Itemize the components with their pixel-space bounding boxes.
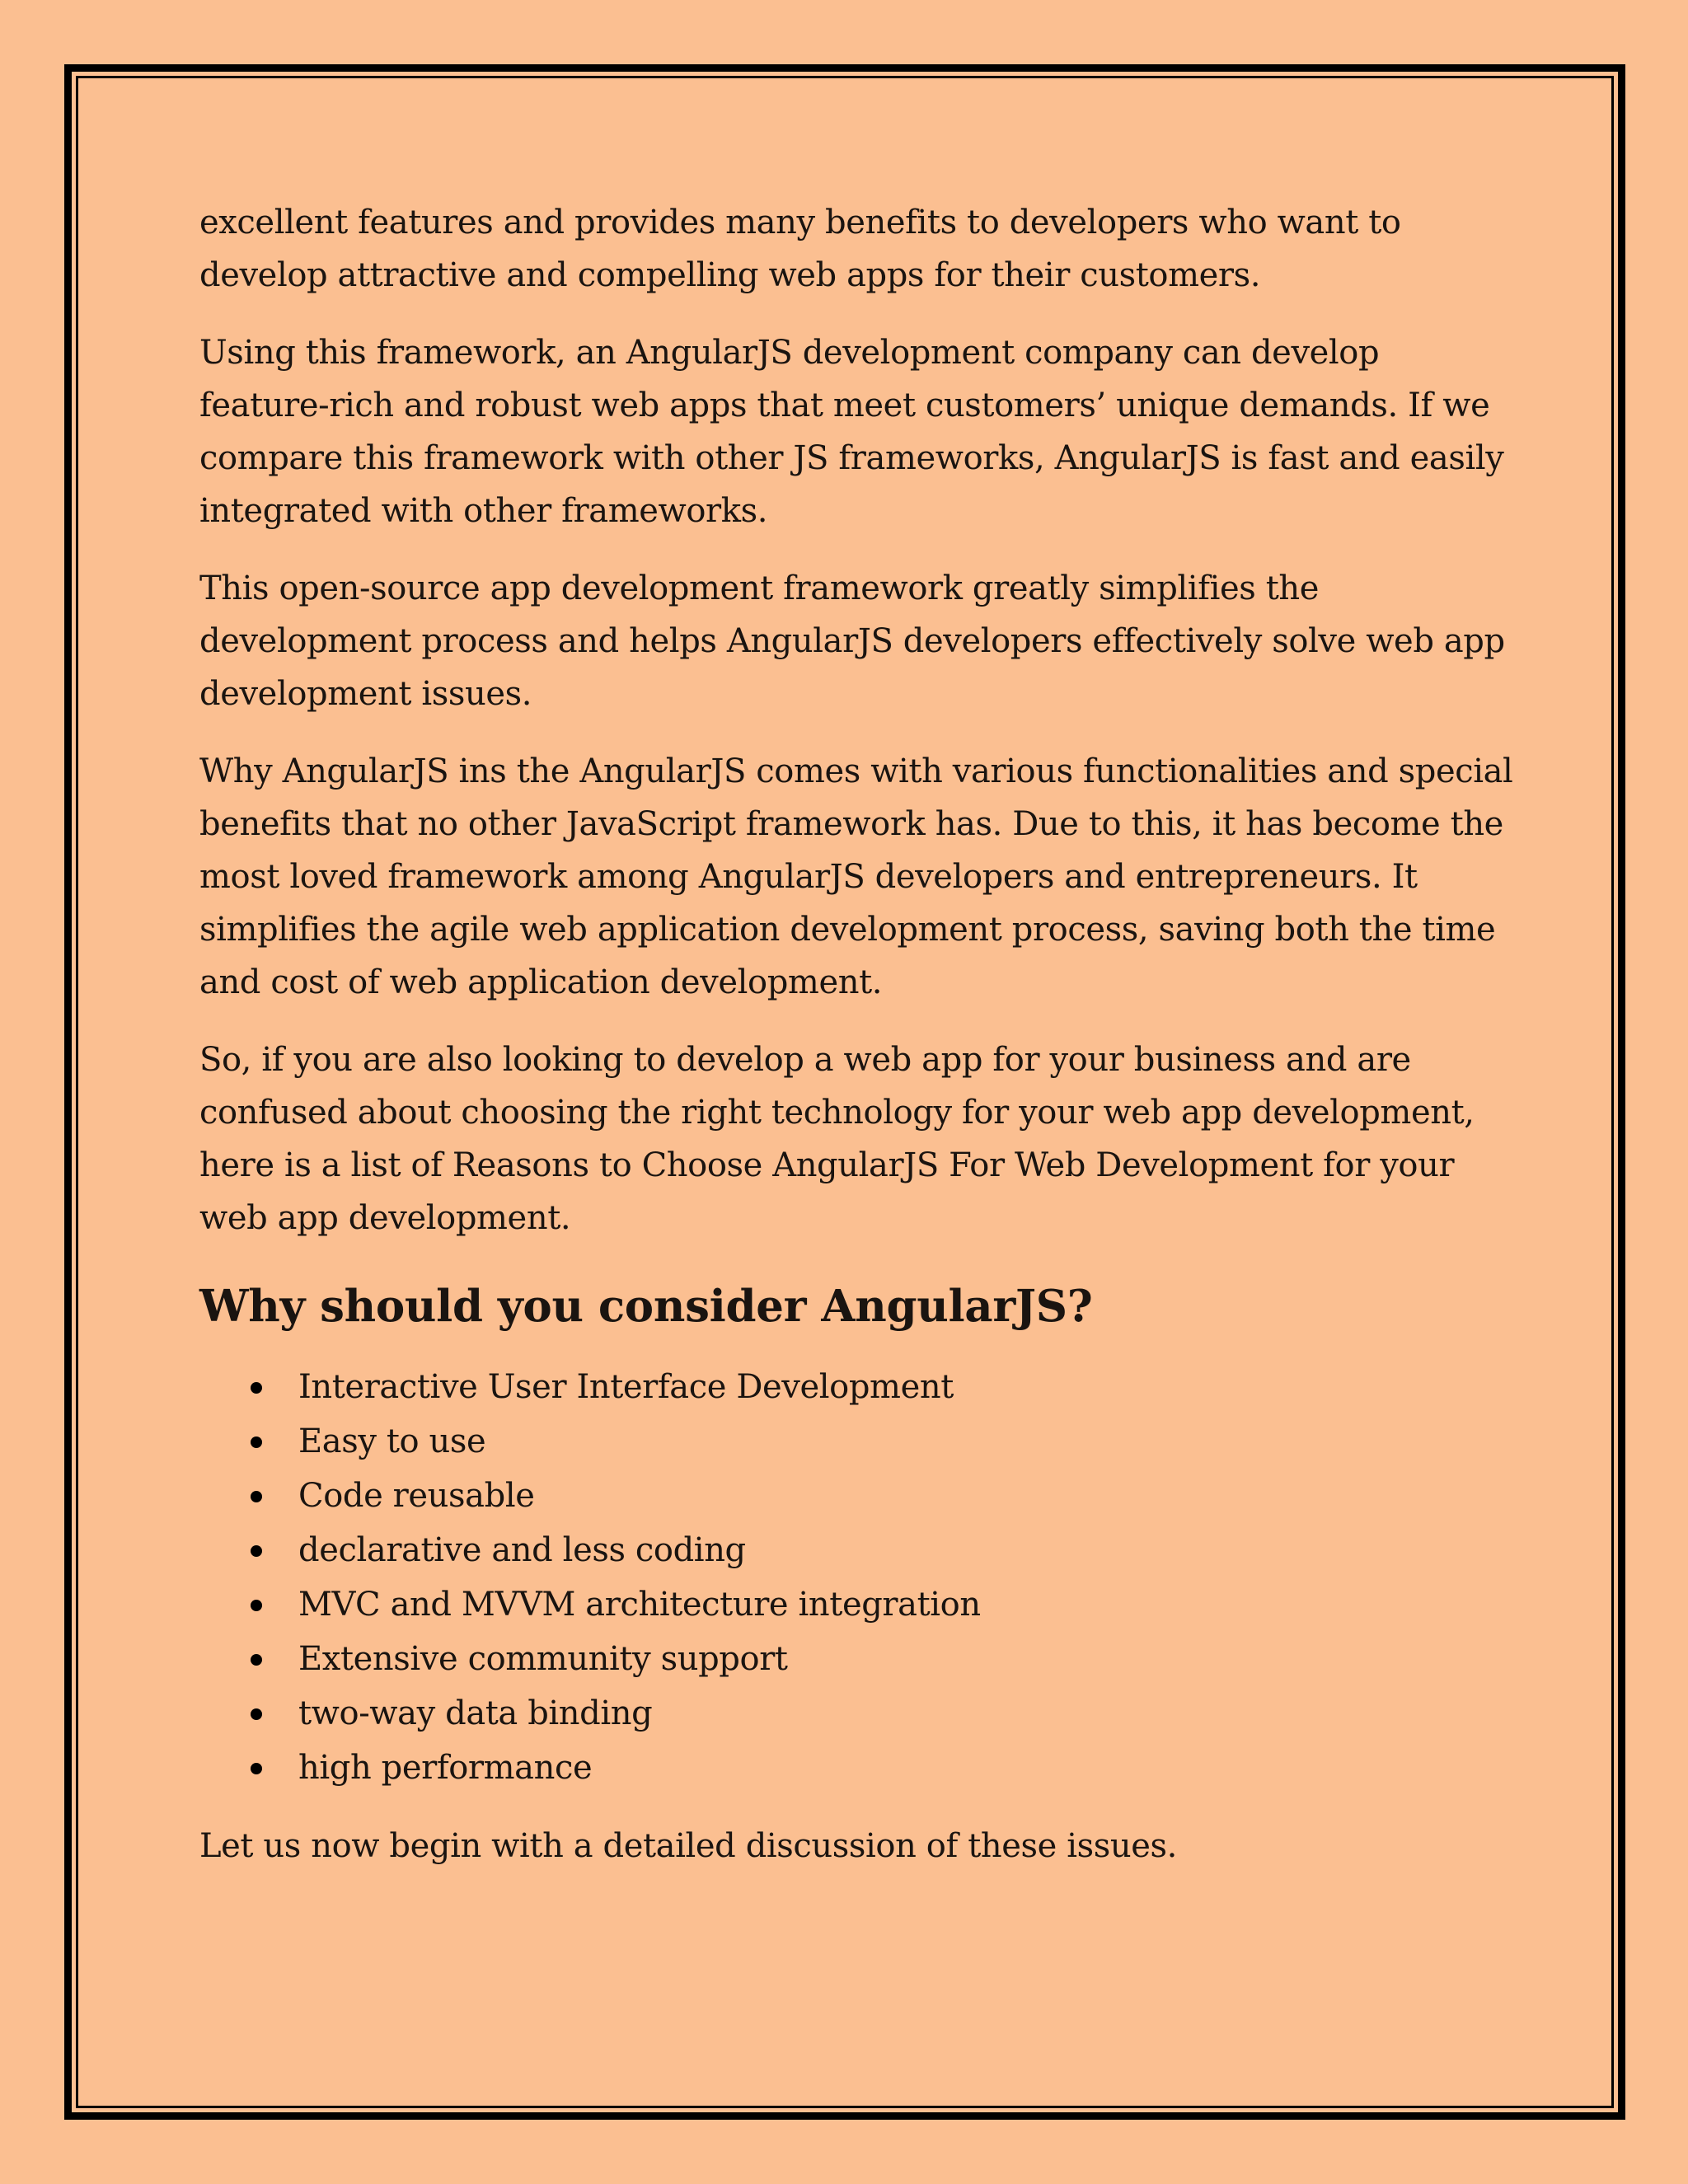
bullet-icon <box>251 1382 262 1394</box>
paragraph-open-source: This open-source app development framework greatly simplifies the development process and helps AngularJS developers effectively solve web app development issues. <box>199 569 1505 713</box>
bullet-icon <box>251 1436 262 1448</box>
list-item-text: Interactive User Interface Development <box>298 1368 954 1406</box>
bullet-icon <box>251 1600 262 1611</box>
list-item <box>199 1469 1518 1523</box>
list-item-text: MVC and MVVM architecture integration <box>298 1586 981 1624</box>
paragraph-reasons: So, if you are also looking to develop a web app for your business and are confused about choosing the right technology for your web app development, here is a list of Reasons to Choose AngularJS For Web Development for your web app development. <box>199 1041 1475 1237</box>
bullet-icon <box>251 1491 262 1502</box>
list-item <box>199 1523 1518 1577</box>
benefits-list <box>199 1360 1518 1795</box>
section-heading: Why should you consider AngularJS? <box>199 1281 1093 1332</box>
list-item-text: two-way data binding <box>298 1694 653 1732</box>
bullet-icon <box>251 1545 262 1557</box>
paragraph-closing: Let us now begin with a detailed discussion of these issues. <box>199 1827 1177 1865</box>
paragraph-why-angularjs: Why AngularJS ins the AngularJS comes with various functionalities and special benefits that no other JavaScript framework has. Due to this, it has become the most loved framework among AngularJS developers and entrepreneurs. It simplifies the agile web application development process, saving both the time and cost of web application development. <box>199 752 1513 1001</box>
paragraph-framework: Using this framework, an AngularJS development company can develop feature-rich and robust web apps that meet customers’ unique demands. If we compare this framework with other JS frameworks, AngularJS is fast and easily integrated with other frameworks. <box>199 334 1504 530</box>
list-item <box>199 1686 1518 1741</box>
bullet-icon <box>251 1763 262 1774</box>
list-item <box>199 1577 1518 1632</box>
list-item <box>199 1414 1518 1469</box>
list-item <box>199 1741 1518 1795</box>
list-item <box>199 1632 1518 1686</box>
list-item-text: declarative and less coding <box>298 1531 746 1569</box>
list-item-text: high performance <box>298 1749 593 1787</box>
bullet-icon <box>251 1654 262 1666</box>
bullet-icon <box>251 1708 262 1720</box>
list-item-text: Extensive community support <box>298 1640 788 1678</box>
document-body <box>199 196 1518 1897</box>
list-item <box>199 1360 1518 1414</box>
paragraph-intro: excellent features and provides many benefits to developers who want to develop attractive and compelling web apps for their customers. <box>199 204 1401 294</box>
list-item-text: Easy to use <box>298 1422 486 1460</box>
list-item-text: Code reusable <box>298 1477 535 1515</box>
